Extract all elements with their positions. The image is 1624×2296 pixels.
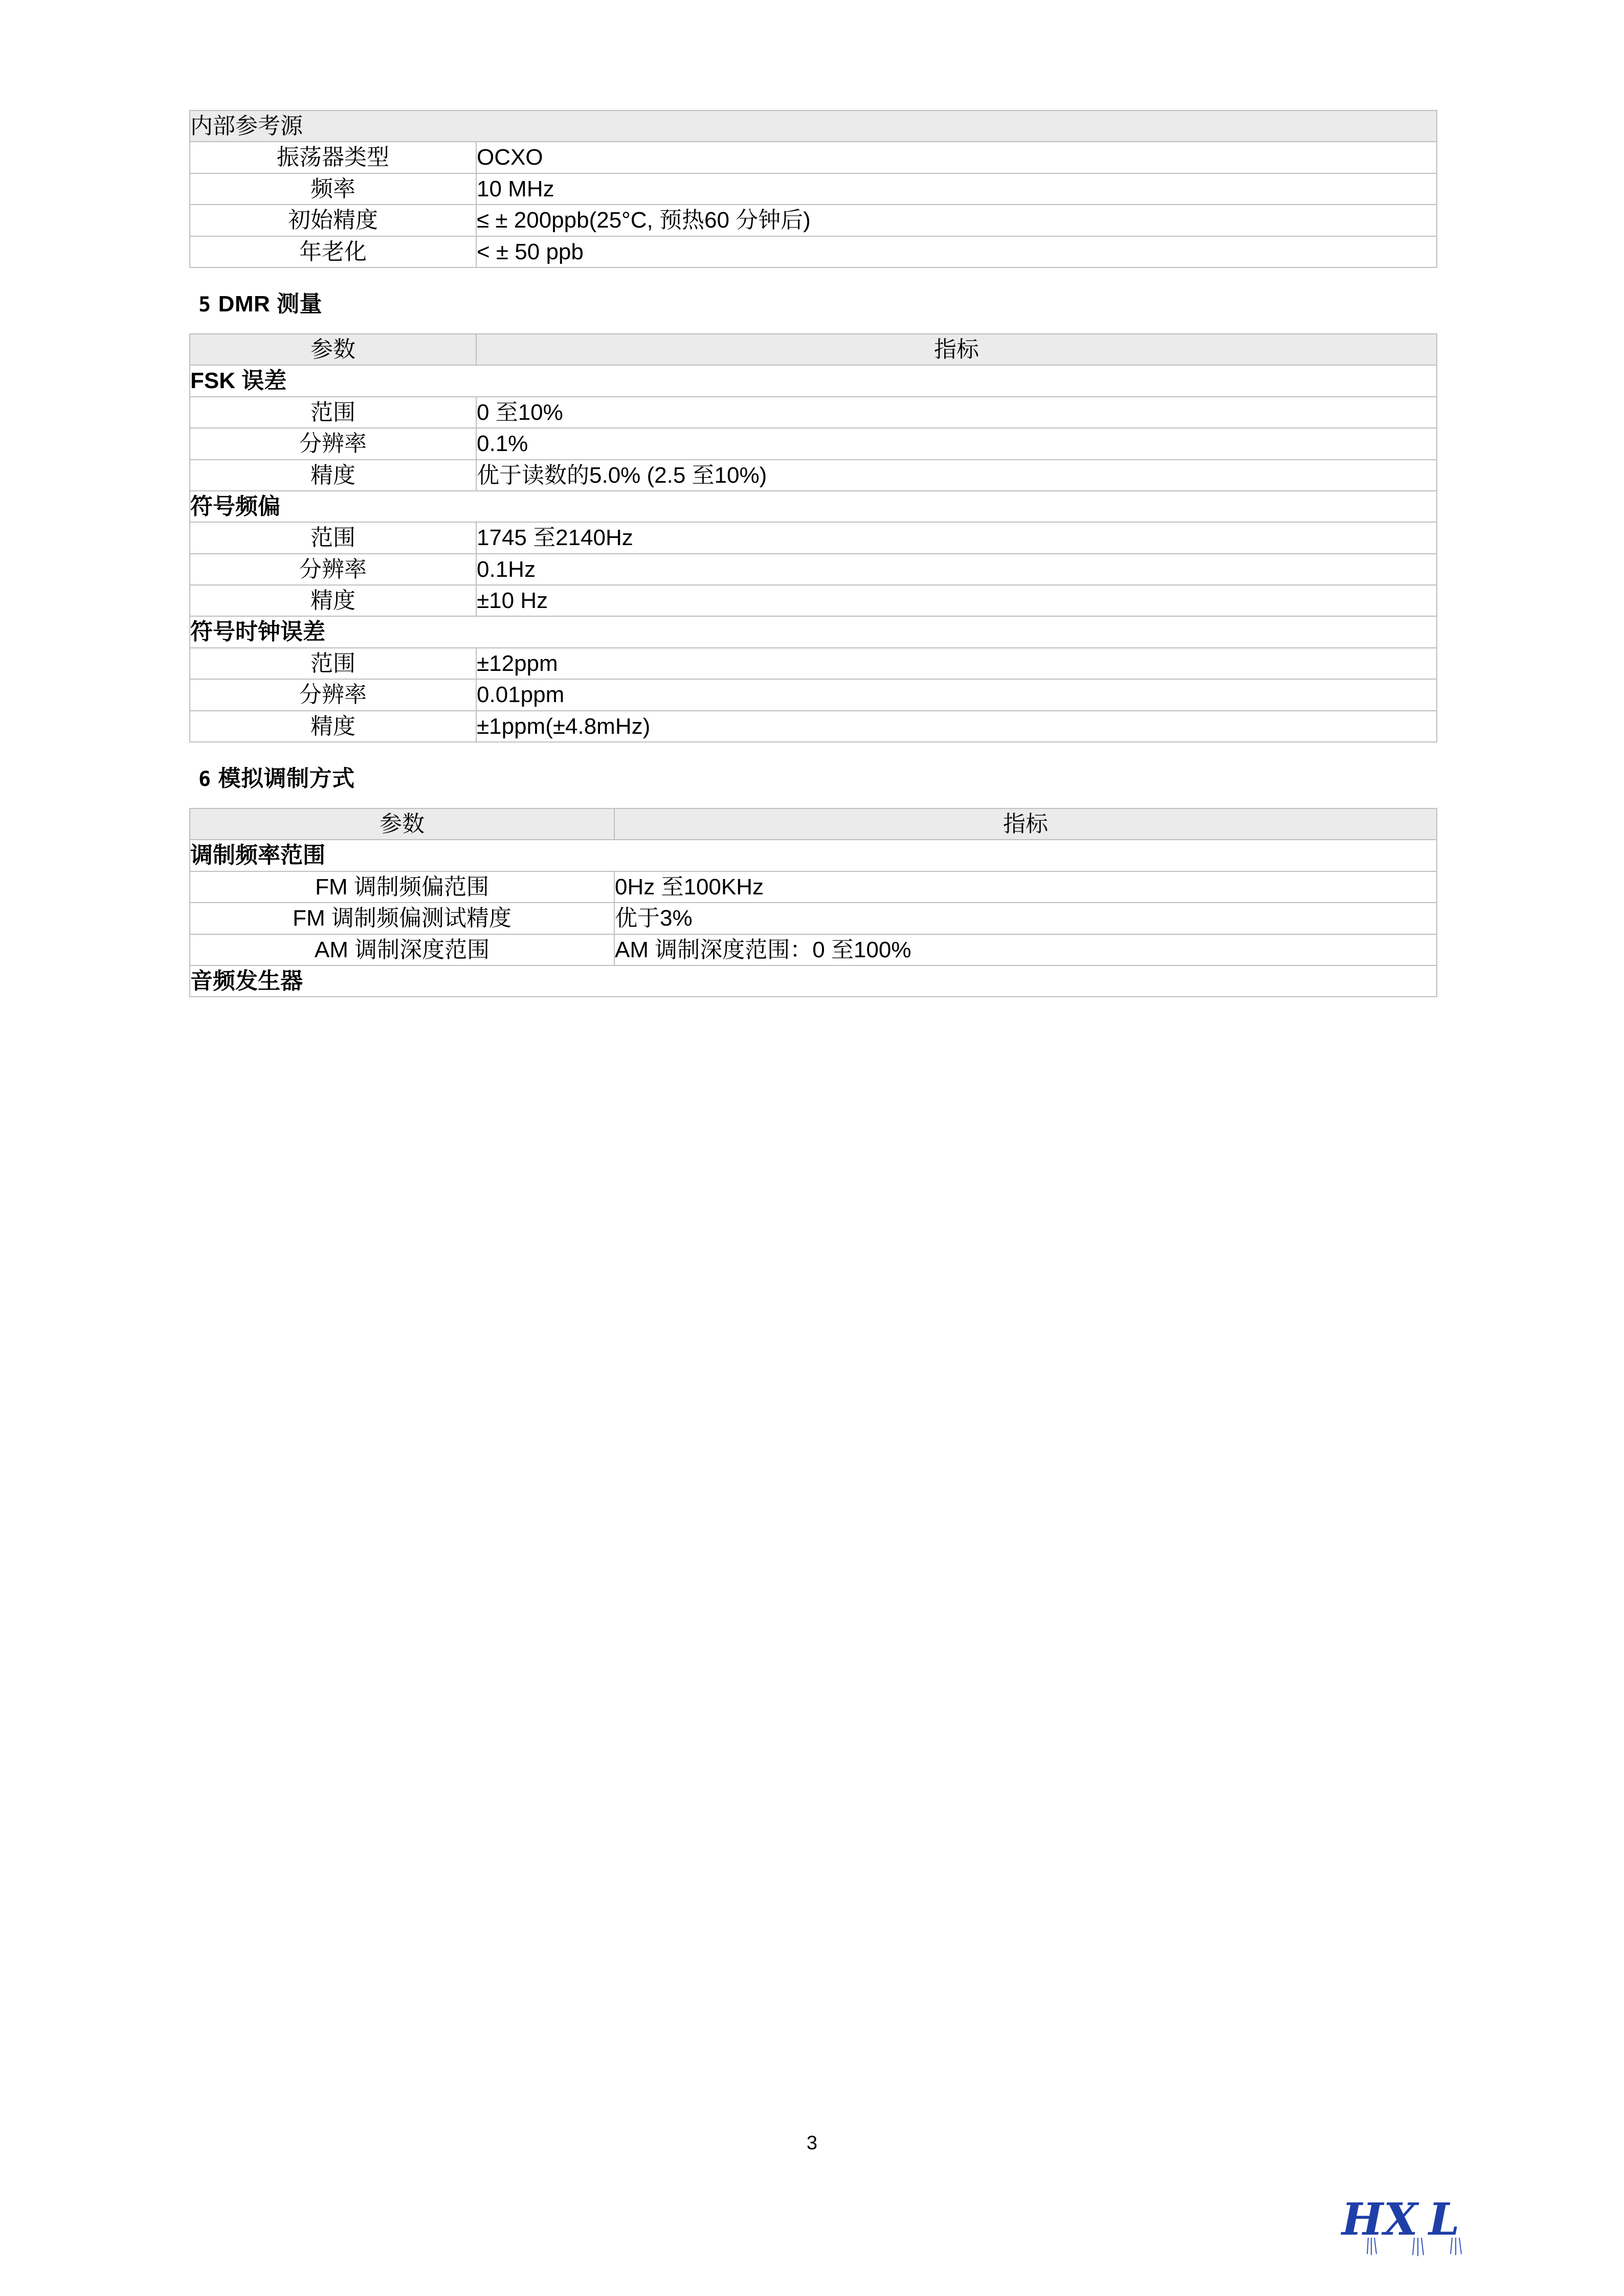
table-group-row — [190, 365, 1437, 396]
dmr-table-wrapper — [189, 333, 1437, 742]
table-group-row — [190, 616, 1437, 647]
section-number: 5 — [198, 292, 211, 317]
row-label: 范围 — [190, 397, 476, 428]
group-label-audio-generator: 音频发生器 — [190, 965, 1437, 997]
row-label: 范围 — [190, 648, 476, 679]
table-group-row — [190, 491, 1437, 522]
row-value: ≤ ± 200ppb(25°C, 预热60 分钟后) — [476, 205, 1437, 236]
row-value: 优于3% — [614, 903, 1437, 934]
table-group-row — [190, 965, 1437, 997]
table-row — [190, 397, 1437, 428]
table-group-row — [190, 840, 1437, 871]
row-value: ±1ppm(±4.8mHz) — [476, 711, 1437, 742]
column-header-spec: 指标 — [476, 334, 1437, 365]
section-number: 6 — [198, 768, 211, 792]
table-row — [190, 554, 1437, 585]
table-row — [190, 871, 1437, 903]
row-label: 分辨率 — [190, 679, 476, 710]
column-header-parameter: 参数 — [190, 334, 476, 365]
row-value: 0Hz 至100KHz — [614, 871, 1437, 903]
svg-text:H: H — [1342, 2194, 1384, 2245]
table-row — [190, 903, 1437, 934]
column-header-spec: 指标 — [614, 808, 1437, 840]
row-label: 频率 — [190, 173, 476, 205]
table-row — [190, 679, 1437, 710]
row-label: AM 调制深度范围 — [190, 934, 614, 965]
row-label: 分辨率 — [190, 428, 476, 459]
row-label: 分辨率 — [190, 554, 476, 585]
row-label: 年老化 — [190, 236, 476, 267]
page-content — [189, 110, 1437, 997]
internal-reference-table — [189, 110, 1437, 268]
row-value: 0.01ppm — [476, 679, 1437, 710]
row-value: ±12ppm — [476, 648, 1437, 679]
group-label-symbol-deviation: 符号频偏 — [190, 491, 1437, 522]
table-row — [190, 428, 1437, 459]
section-title: DMR 测量 — [218, 291, 323, 317]
section-heading-dmr — [198, 285, 1437, 318]
group-label-fsk-error: FSK 误差 — [190, 365, 1437, 396]
table-header-row — [190, 334, 1437, 365]
analog-modulation-table-wrapper — [189, 808, 1437, 997]
row-label: 精度 — [190, 711, 476, 742]
table-row — [190, 648, 1437, 679]
row-label: 初始精度 — [190, 205, 476, 236]
row-label: FM 调制频偏测试精度 — [190, 903, 614, 934]
row-label: 精度 — [190, 460, 476, 491]
row-value: 0 至10% — [476, 397, 1437, 428]
row-value: 10 MHz — [476, 173, 1437, 205]
table-row — [190, 522, 1437, 553]
svg-text:L: L — [1429, 2194, 1460, 2245]
group-label-modulation-frequency-range: 调制频率范围 — [190, 840, 1437, 871]
table-row — [190, 236, 1437, 267]
column-header-parameter: 参数 — [190, 808, 614, 840]
row-value: OCXO — [476, 142, 1437, 173]
row-value: AM 调制深度范围：0 至100% — [614, 934, 1437, 965]
section-heading-analog — [198, 760, 1437, 793]
section-title: 模拟调制方式 — [218, 766, 355, 792]
row-value: 0.1Hz — [476, 554, 1437, 585]
internal-reference-table-wrapper — [189, 110, 1437, 268]
row-label: 振荡器类型 — [190, 142, 476, 173]
row-value: ±10 Hz — [476, 585, 1437, 616]
table-row — [190, 585, 1437, 616]
table-row — [190, 205, 1437, 236]
row-value: < ± 50 ppb — [476, 236, 1437, 267]
row-label: FM 调制频偏范围 — [190, 871, 614, 903]
page-number: 3 — [806, 2132, 818, 2154]
row-label: 精度 — [190, 585, 476, 616]
group-label-symbol-clock-error: 符号时钟误差 — [190, 616, 1437, 647]
hxl-logo — [1338, 2194, 1506, 2270]
table-header-row — [190, 808, 1437, 840]
internal-reference-header: 内部参考源 — [190, 110, 1437, 142]
row-value: 0.1% — [476, 428, 1437, 459]
analog-modulation-table — [189, 808, 1437, 997]
dmr-measurement-table — [189, 333, 1437, 742]
table-row — [190, 173, 1437, 205]
row-value: 1745 至2140Hz — [476, 522, 1437, 553]
table-row — [190, 110, 1437, 142]
table-row — [190, 142, 1437, 173]
row-value: 优于读数的5.0% (2.5 至10%) — [476, 460, 1437, 491]
row-label: 范围 — [190, 522, 476, 553]
table-row — [190, 711, 1437, 742]
table-row — [190, 460, 1437, 491]
svg-text:X: X — [1384, 2194, 1418, 2245]
table-row — [190, 934, 1437, 965]
